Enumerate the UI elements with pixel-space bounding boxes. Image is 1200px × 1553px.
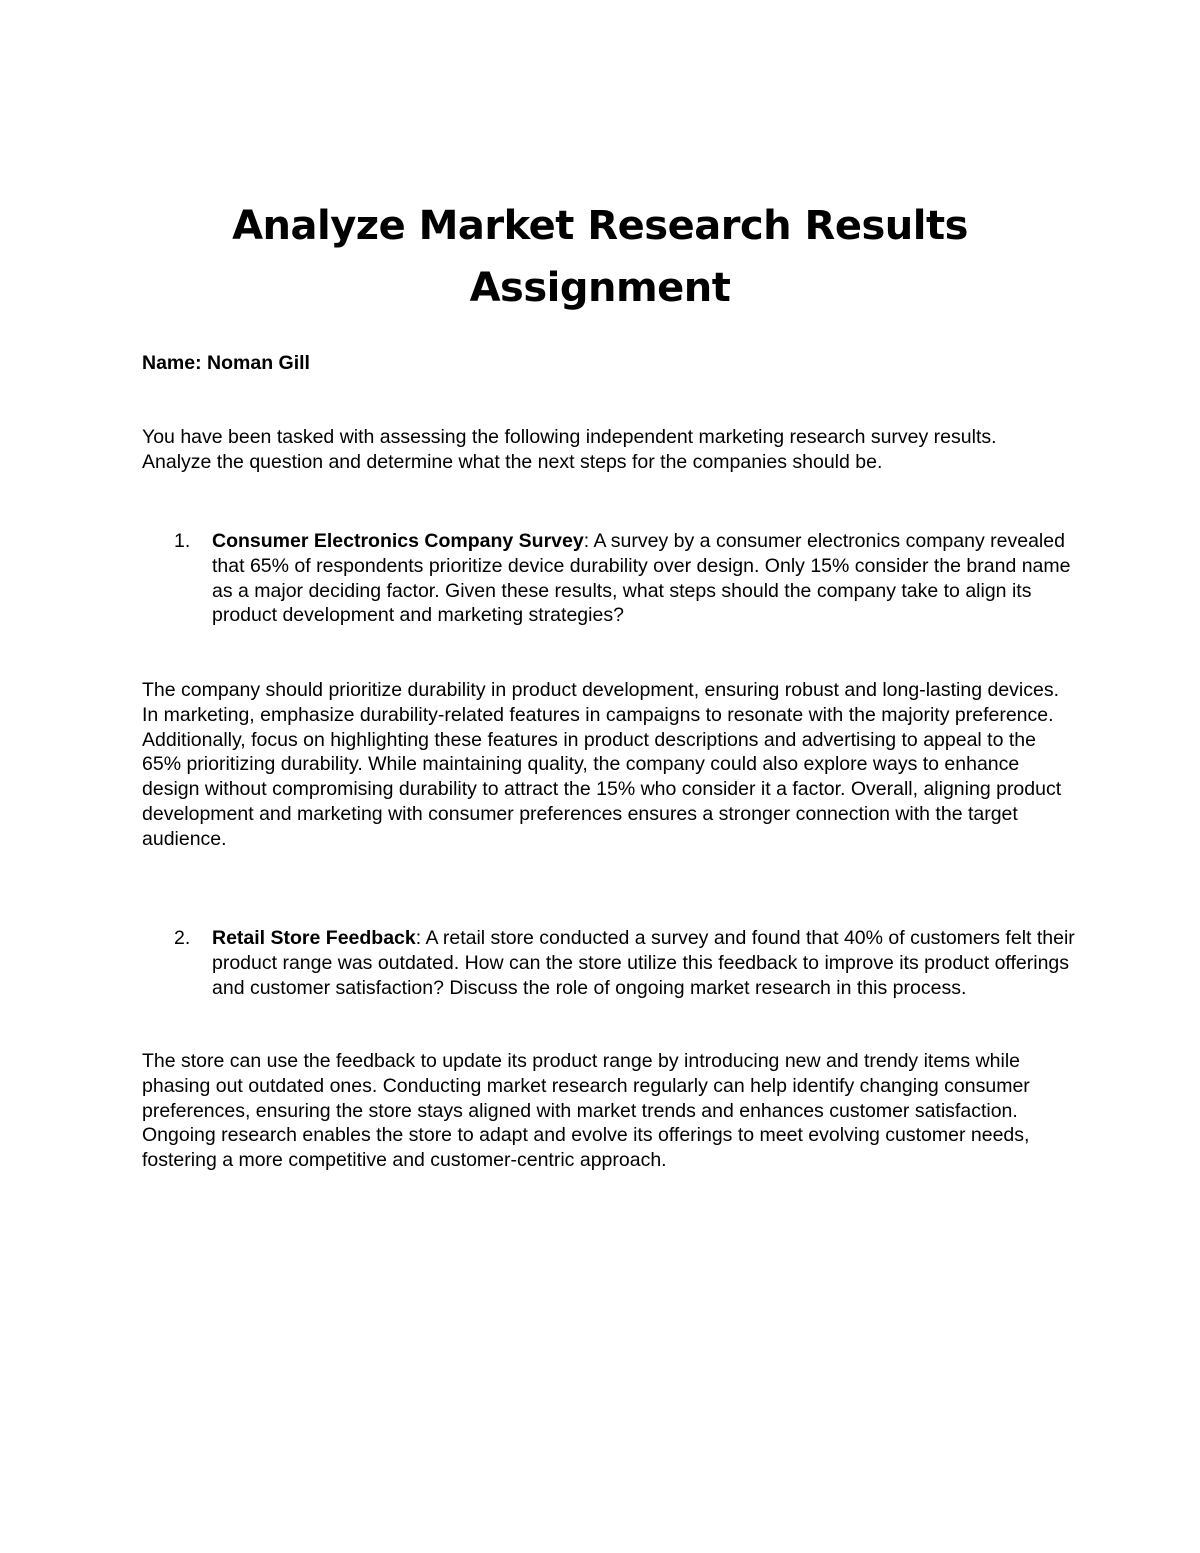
question-number: 1. [174,530,191,552]
question-text: : A survey by a consumer electronics company revealed that 65% of respondents prioritize device durability over design. Only 15% consider the brand name as a major deciding factor. Given these results, what steps should the company take to align its product development and marketing strategies? [212,530,1071,627]
question-text: : A retail store conducted a survey and found that 40% of customers felt their product range was outdated. How can the store utilize this feedback to improve its product offerings and customer satisfaction? Discuss the role of ongoing market research in this process. [212,927,1075,999]
author-name: Name: Noman Gill [142,352,310,374]
question-2 [174,926,1077,1000]
answer-1: The company should prioritize durability in product development, ensuring robust and long-lasting devices. In marketing, emphasize durability-related features in campaigns to resonate with the majority preference. Additionally, focus on highlighting these features in product descriptions and advertising to appeal to the 65% prioritizing durability. While maintaining quality, the company could also explore ways to enhance design without compromising durability to attract the 15% who consider it a factor. Overall, aligning product development and marketing with consumer preferences ensures a stronger connection with the target audience. [142,679,1062,850]
title-line-1: Analyze Market Research Results [232,203,968,249]
title-line-2: Assignment [469,265,731,311]
document-title [150,195,1050,319]
question-heading: Consumer Electronics Company Survey [212,530,584,552]
question-number: 2. [174,927,191,949]
question-heading: Retail Store Feedback [212,927,416,949]
question-1 [174,529,1077,628]
intro-paragraph: You have been tasked with assessing the following independent marketing research survey results. Analyze the question and determine what the next steps for the companies should be. [142,426,997,473]
answer-2: The store can use the feedback to update its product range by introducing new and trendy items while phasing out outdated ones. Conducting market research regularly can help identify changing consumer preferences, ensuring the store stays aligned with market trends and enhances customer satisfaction. Ongoing research enables the store to adapt and evolve its offerings to meet evolving customer needs, fostering a more competitive and customer-centric approach. [142,1050,1030,1172]
